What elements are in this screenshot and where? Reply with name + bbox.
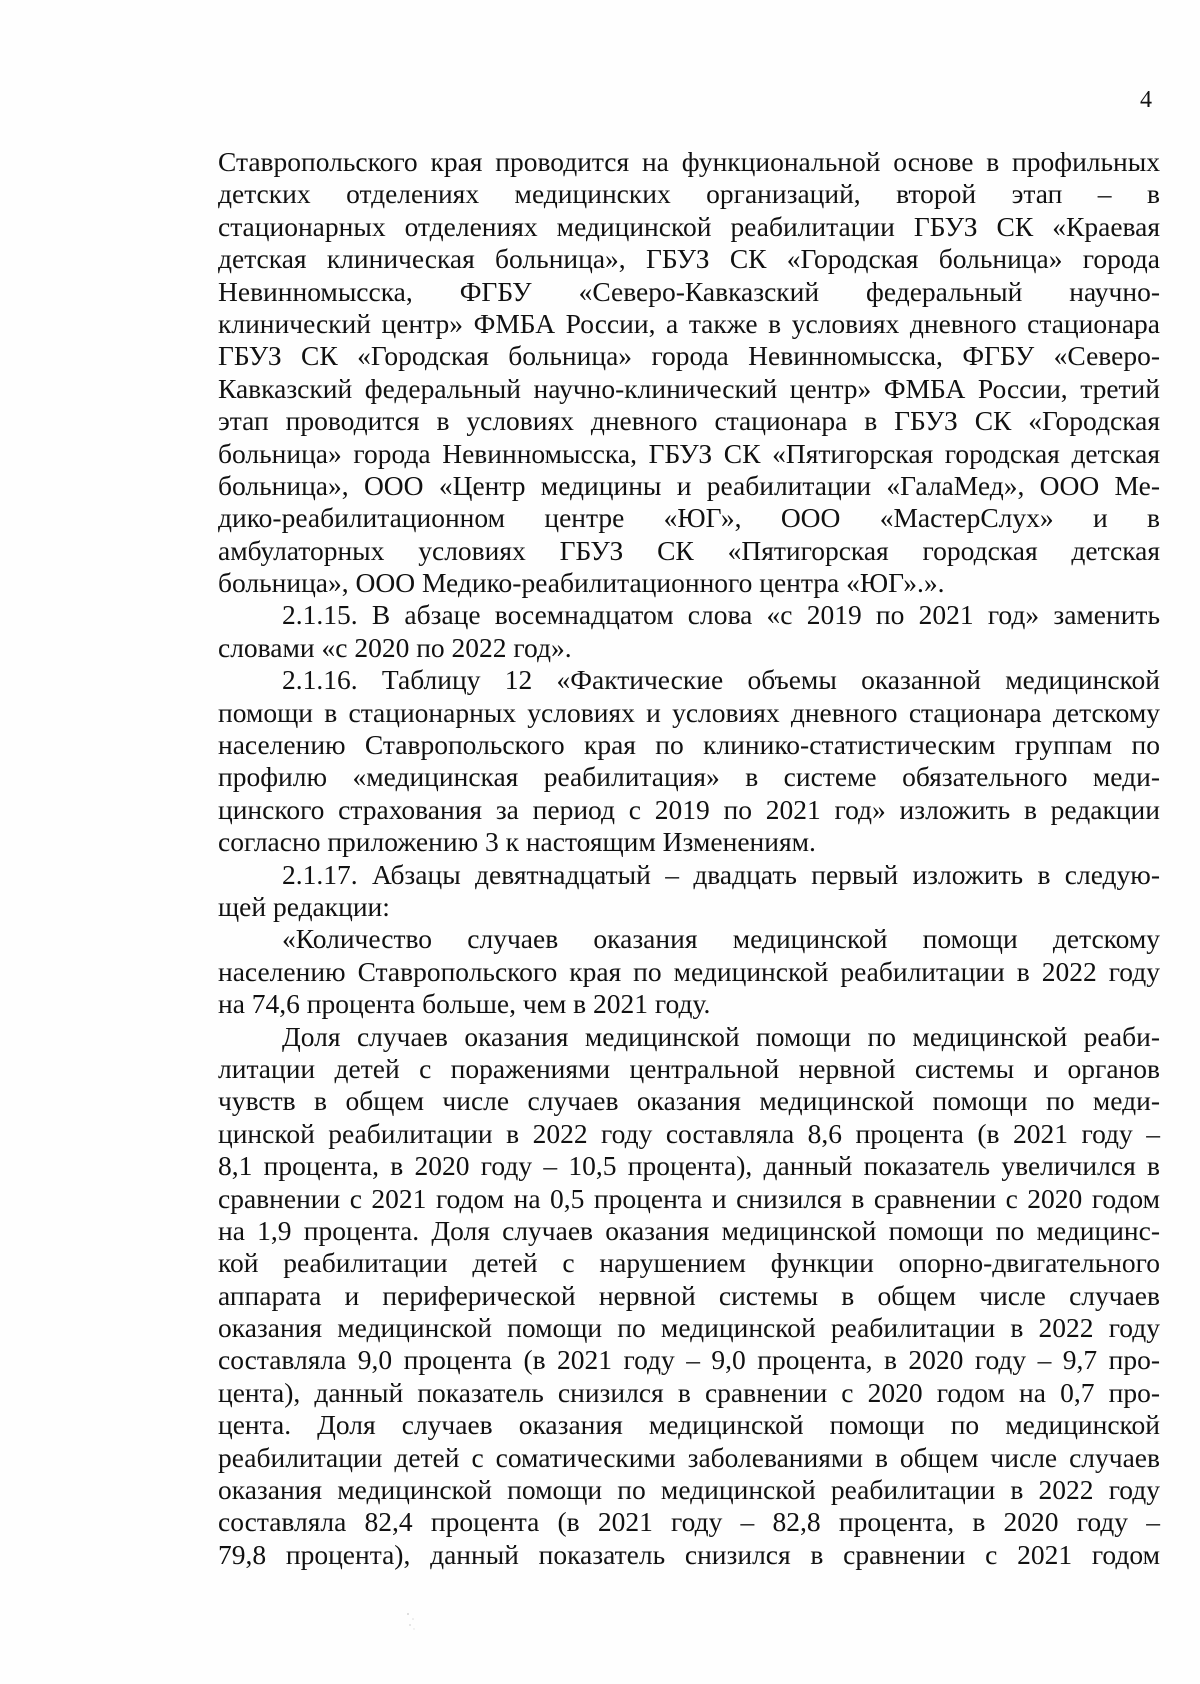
text-line: помощи в стационарных условиях и условиях дневного стационара детскому <box>218 696 1160 728</box>
text-line: цинского страхования за период с 2019 по 2021 год» изложить в редакции <box>218 793 1160 825</box>
text-line: реабилитации детей с соматическими заболеваниями в общем числе случаев <box>218 1441 1160 1473</box>
text-line: на 1,9 процента. Доля случаев оказания медицинской помощи по медицинс- <box>218 1214 1160 1246</box>
text-line: населению Ставропольского края по медицинской реабилитации в 2022 году <box>218 955 1160 987</box>
text-line: детская клиническая больница», ГБУЗ СК «Городская больница» города <box>218 243 1160 275</box>
text-line: согласно приложению 3 к настоящим Изменениям. <box>218 826 816 858</box>
text-line: словами «с 2020 по 2022 год». <box>218 631 572 663</box>
text-line: населению Ставропольского края по клинико-статистическим группам по <box>218 729 1160 761</box>
text-line: оказания медицинской помощи по медицинской реабилитации в 2022 году <box>218 1474 1160 1506</box>
text-line: составляла 9,0 процента (в 2021 году – 9,0 процента, в 2020 году – 9,7 про- <box>218 1344 1160 1376</box>
text-line: составляла 82,4 процента (в 2021 году – 82,8 процента, в 2020 году – <box>218 1506 1160 1538</box>
text-line: сравнении с 2021 годом на 0,5 процента и снизился в сравнении с 2020 годом <box>218 1182 1160 1214</box>
text-line: «Количество случаев оказания медицинской помощи детскому <box>282 923 1160 955</box>
page-number: 4 <box>1140 87 1152 113</box>
text-line: стационарных отделениях медицинской реабилитации ГБУЗ СК «Краевая <box>218 210 1160 242</box>
text-line: этап проводится в условиях дневного стационара в ГБУЗ СК «Городская <box>218 405 1160 437</box>
text-line: амбулаторных условиях ГБУЗ СК «Пятигорская городская детская <box>218 534 1160 566</box>
text-line: Кавказский федеральный научно-клинический центр» ФМБА России, третий <box>218 372 1160 404</box>
text-line: кой реабилитации детей с нарушением функции опорно-двигательного <box>218 1247 1160 1279</box>
text-line: дико-реабилитационном центре «ЮГ», ООО «МастерСлух» и в <box>218 502 1160 534</box>
text-line: больница» города Невинномысска, ГБУЗ СК «Пятигорская городская детская <box>218 437 1160 469</box>
text-line: профилю «медицинская реабилитация» в системе обязательного меди- <box>218 761 1160 793</box>
text-line: Доля случаев оказания медицинской помощи по медицинской реаби- <box>282 1020 1160 1052</box>
text-line: Ставропольского края проводится на функциональной основе в профильных <box>218 146 1160 177</box>
text-line: цента. Доля случаев оказания медицинской помощи по медицинской <box>218 1409 1160 1441</box>
text-line: цента), данный показатель снизился в сравнении с 2020 годом на 0,7 про- <box>218 1376 1160 1408</box>
text-line: 2.1.16. Таблицу 12 «Фактические объемы оказанной медицинской <box>282 664 1160 696</box>
text-line: 2.1.15. В абзаце восемнадцатом слова «с 2019 по 2021 год» заменить <box>282 599 1160 631</box>
text-line: оказания медицинской помощи по медицинской реабилитации в 2022 году <box>218 1312 1160 1344</box>
text-line: больница», ООО Медико-реабилитационного центра «ЮГ».». <box>218 567 945 599</box>
text-line: аппарата и периферической нервной системы в общем числе случаев <box>218 1279 1160 1311</box>
body-text <box>218 146 1160 1571</box>
text-line: на 74,6 процента больше, чем в 2021 году. <box>218 988 711 1020</box>
text-line: клинический центр» ФМБА России, а также в условиях дневного стационара <box>218 307 1160 339</box>
text-line: больница», ООО «Центр медицины и реабилитации «ГалаМед», ООО Ме- <box>218 469 1160 501</box>
text-line: Невинномысска, ФГБУ «Северо-Кавказский федеральный научно- <box>218 275 1160 307</box>
text-line: 2.1.17. Абзацы девятнадцатый – двадцать первый изложить в следую- <box>282 858 1160 890</box>
text-line: чувств в общем числе случаев оказания медицинской помощи по меди- <box>218 1085 1160 1117</box>
text-line: 79,8 процента), данный показатель снизился в сравнении с 2021 годом <box>218 1538 1160 1570</box>
text-line: 8,1 процента, в 2020 году – 10,5 процента), данный показатель увеличился в <box>218 1150 1160 1182</box>
scan-speck-mark <box>404 1610 418 1632</box>
text-line: щей редакции: <box>218 890 390 922</box>
text-line: детских отделениях медицинских организаций, второй этап – в <box>218 178 1160 210</box>
text-line: цинской реабилитации в 2022 году составляла 8,6 процента (в 2021 году – <box>218 1117 1160 1149</box>
text-line: литации детей с поражениями центральной нервной системы и органов <box>218 1052 1160 1084</box>
text-line: ГБУЗ СК «Городская больница» города Невинномысска, ФГБУ «Северо- <box>218 340 1160 372</box>
